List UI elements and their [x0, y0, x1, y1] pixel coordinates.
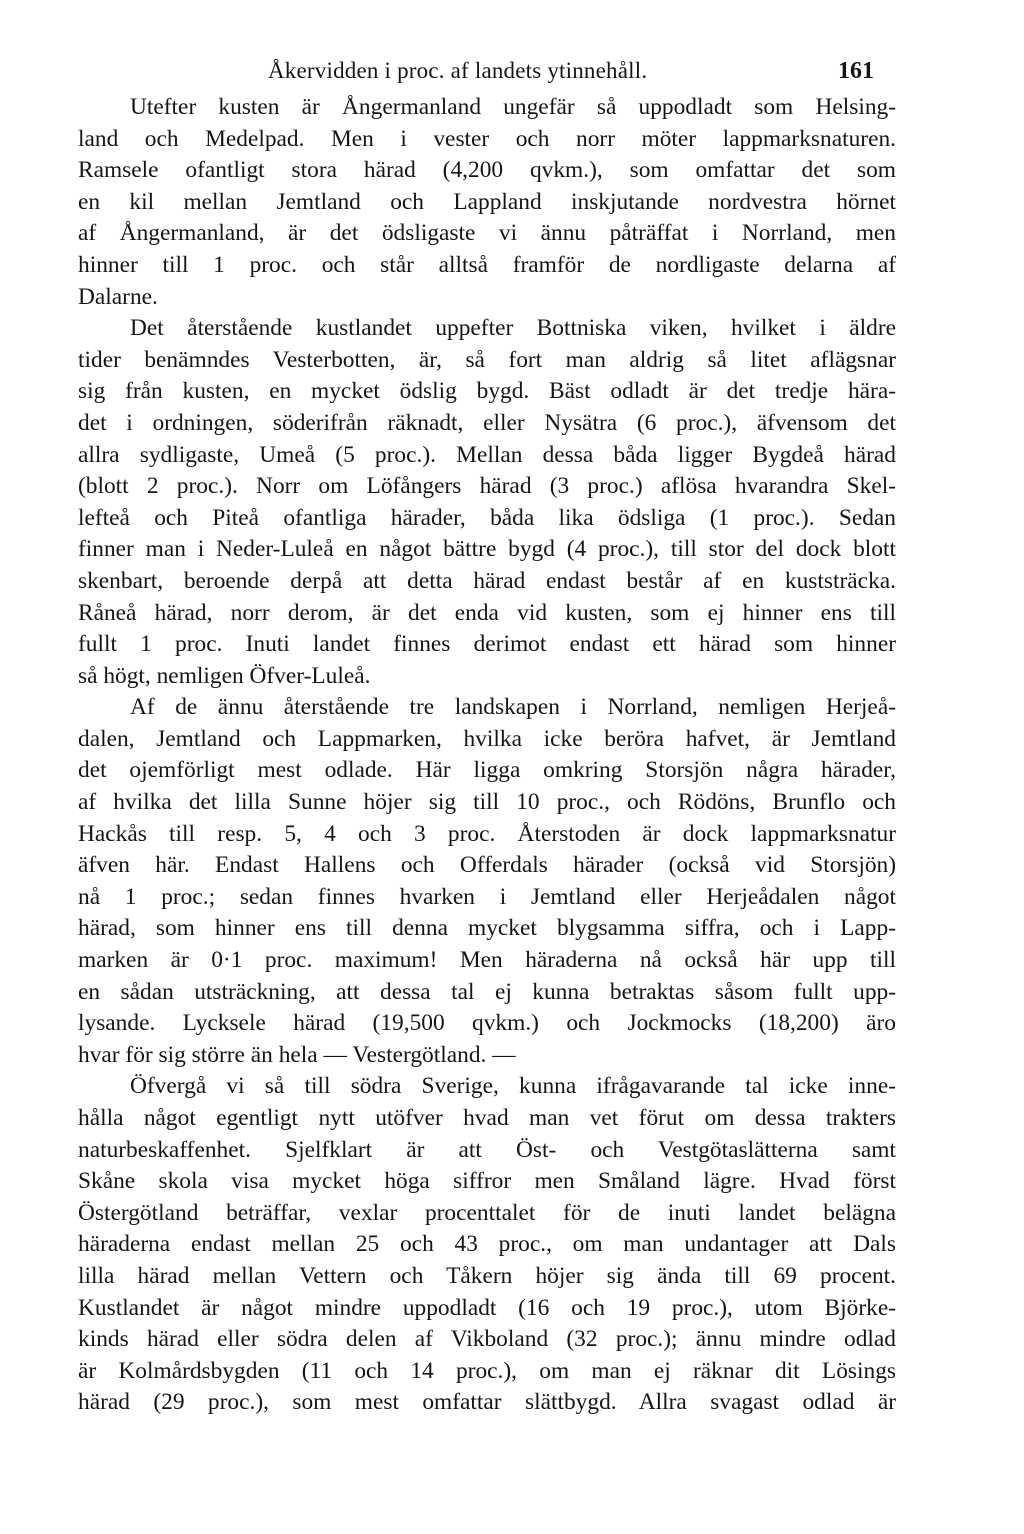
paragraph: [78, 692, 896, 1071]
text-line: marken är 0·1 proc. maximum! Men häraderna nå också här upp till: [78, 947, 896, 974]
paragraph: [78, 92, 896, 313]
text-line: hvar för sig större än hela — Vestergötland. —: [78, 1041, 516, 1068]
text-line: Skåne skola visa mycket höga siffror men Småland lägre. Hvad först: [78, 1168, 896, 1195]
text-line: Öfvergå vi så till södra Sverige, kunna ifrågavarande tal icke inne-: [130, 1073, 896, 1100]
text-line: lilla härad mellan Vettern och Tåkern höjer sig ända till 69 procent.: [78, 1262, 896, 1289]
text-line: finner man i Neder-Luleå en något bättre bygd (4 proc.), till stor del dock blott: [78, 536, 896, 563]
text-line: härad (29 proc.), som mest omfattar slättbygd. Allra svagast odlad är: [78, 1389, 896, 1416]
paragraph: [78, 1071, 896, 1419]
text-line: tider benämndes Vesterbotten, är, så fort man aldrig så litet aflägsnar: [78, 346, 896, 373]
text-line: af hvilka det lilla Sunne höjer sig till 10 proc., och Rödöns, Brunflo och: [78, 789, 896, 816]
text-line: Hackås till resp. 5, 4 och 3 proc. Återstoden är dock lappmarksnatur: [78, 820, 896, 847]
page-body: [78, 92, 896, 1419]
text-line: nå 1 proc.; sedan finnes hvarken i Jemtland eller Herjeådalen något: [78, 883, 896, 910]
paragraph: [78, 313, 896, 692]
text-line: lysande. Lycksele härad (19,500 qvkm.) och Jockmocks (18,200) äro: [78, 1010, 896, 1037]
running-title: Åkervidden i proc. af landets ytinnehåll.: [268, 58, 648, 83]
text-line: hinner till 1 proc. och står alltså framför de nordligaste delarna af: [78, 251, 896, 278]
text-line: af Ångermanland, är det ödsligaste vi ännu påträffat i Norrland, men: [78, 220, 896, 247]
text-line: fullt 1 proc. Inuti landet finnes derimot endast ett härad som hinner: [78, 631, 896, 658]
text-line: land och Medelpad. Men i vester och norr möter lappmarksnaturen.: [78, 125, 896, 152]
text-line: Råneå härad, norr derom, är det enda vid kusten, som ej hinner ens till: [78, 599, 896, 626]
text-line: (blott 2 proc.). Norr om Löfångers härad (3 proc.) aflösa hvarandra Skel-: [78, 473, 896, 500]
text-line: naturbeskaffenhet. Sjelfklart är att Öst- och Vestgötaslätterna samt: [78, 1136, 896, 1163]
text-line: skenbart, beroende derpå att detta härad endast består af en kuststräcka.: [78, 567, 896, 594]
text-line: en sådan utsträckning, att dessa tal ej kunna betraktas såsom fullt upp-: [78, 978, 896, 1005]
text-line: Af de ännu återstående tre landskapen i Norrland, nemligen Herjeå-: [130, 694, 896, 721]
text-line: Östergötland beträffar, vexlar procenttalet för de inuti landet belägna: [78, 1199, 896, 1226]
text-line: häraderna endast mellan 25 och 43 proc., om man undantager att Dals: [78, 1231, 896, 1258]
running-head: [78, 58, 896, 92]
text-line: allra sydligaste, Umeå (5 proc.). Mellan dessa båda ligger Bygdeå härad: [78, 441, 896, 468]
text-line: Kustlandet är något mindre uppodladt (16 och 19 proc.), utom Björke-: [78, 1294, 896, 1321]
text-line: Ramsele ofantligt stora härad (4,200 qvkm.), som omfattar det som: [78, 157, 896, 184]
text-line: sig från kusten, en mycket ödslig bygd. Bäst odladt är det tredje hära-: [78, 378, 896, 405]
text-line: en kil mellan Jemtland och Lappland inskjutande nordvestra hörnet: [78, 188, 896, 215]
text-line: lefteå och Piteå ofantliga härader, båda lika ödsliga (1 proc.). Sedan: [78, 504, 896, 531]
text-line: det ojemförligt mest odlade. Här ligga omkring Storsjön några härader,: [78, 757, 896, 784]
text-line: det i ordningen, söderifrån räknadt, eller Nysätra (6 proc.), äfvensom det: [78, 409, 896, 436]
text-line: Dalarne.: [78, 283, 158, 310]
text-line: hålla något egentligt nytt utöfver hvad man vet förut om dessa trakters: [78, 1105, 896, 1131]
page-number: 161: [838, 58, 874, 84]
text-line: är Kolmårdsbygden (11 och 14 proc.), om man ej räknar dit Lösings: [78, 1357, 896, 1384]
text-line: härad, som hinner ens till denna mycket blygsamma siffra, och i Lapp-: [78, 915, 896, 942]
text-line: så högt, nemligen Öfver-Luleå.: [78, 662, 371, 689]
text-line: kinds härad eller södra delen af Vikboland (32 proc.); ännu mindre odlad: [78, 1326, 896, 1353]
text-line: Utefter kusten är Ångermanland ungefär så uppodladt som Helsing-: [130, 94, 896, 120]
text-line: äfven här. Endast Hallens och Offerdals härader (också vid Storsjön): [78, 852, 896, 879]
text-line: dalen, Jemtland och Lappmarken, hvilka icke beröra hafvet, är Jemtland: [78, 725, 896, 752]
text-line: Det återstående kustlandet uppefter Bottniska viken, hvilket i äldre: [130, 315, 896, 342]
